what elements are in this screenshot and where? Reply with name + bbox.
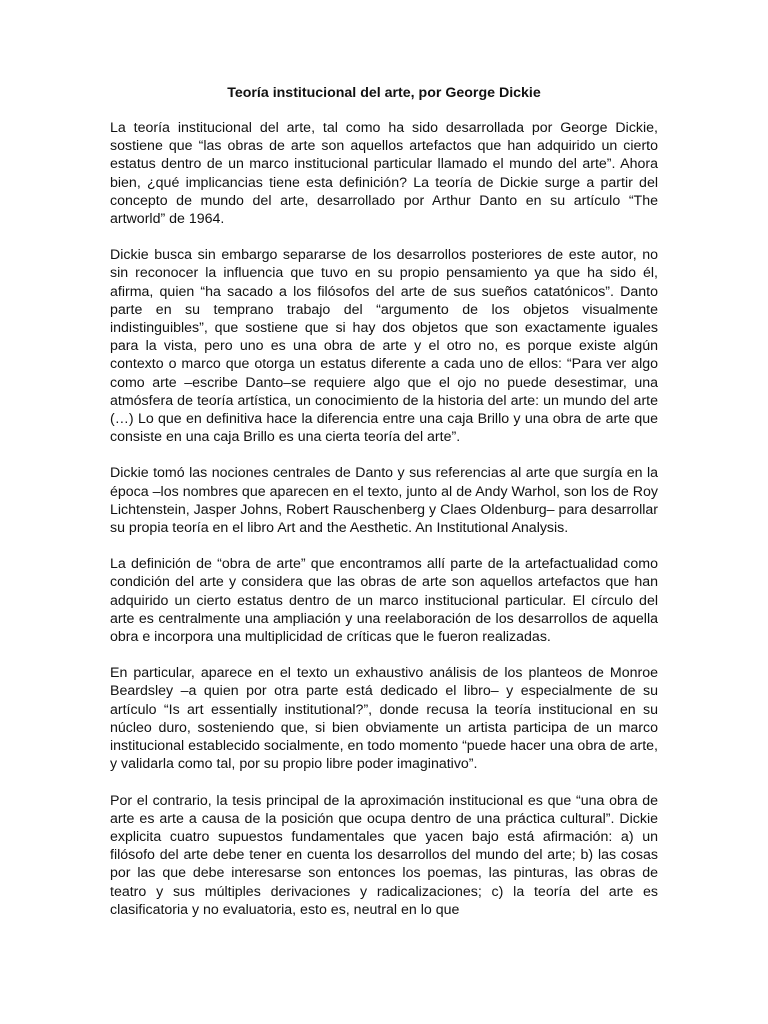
- document-body: [110, 119, 658, 937]
- paragraph: La teoría institucional del arte, tal como ha sido desarrollada por George Dickie, sostiene que “las obras de arte son aquellos artefactos que han adquirido un cierto estatus dentro de un marco institucional particular llamado el mundo del arte”. Ahora bien, ¿qué implicancias tiene esta definición? La teoría de Dickie surge a partir del concepto de mundo del arte, desarrollado por Arthur Danto en su artículo “The artworld” de 1964.: [110, 120, 658, 228]
- paragraph: En particular, aparece en el texto un exhaustivo análisis de los planteos de Monroe Beardsley –a quien por otra parte está dedicado el libro– y especialmente de su artículo “Is art essentially institutional?”, donde recusa la teoría institucional en su núcleo duro, sosteniendo que, si bien obviamente un artista participa de un marco institucional establecido socialmente, en todo momento “puede hacer una obra de arte, y validarla como tal, por su propio libre poder imaginativo”.: [110, 665, 658, 773]
- paragraph: Dickie busca sin embargo separarse de los desarrollos posteriores de este autor, no sin reconocer la influencia que tuvo en su propio pensamiento ya que ha sido él, afirma, quien “ha sacado a los filósofos del arte de sus sueños catatónicos”. Danto parte en su temprano trabajo del “argumento de los objetos visualmente indistinguibles”, que sostiene que si hay dos objetos que son exactamente iguales para la vista, pero uno es una obra de arte y el otro no, es porque existe algún contexto o marco que otorga un estatus diferente a cada uno de ellos: “Para ver algo como arte –escribe Danto–se requiere algo que el ojo no puede desestimar, una atmósfera de teoría artística, un conocimiento de la historia del arte: un mundo del arte (…) Lo que en definitiva hace la diferencia entre una caja Brillo y una obra de arte que consiste en una caja Brillo es una cierta teoría del arte”.: [110, 247, 658, 446]
- paragraph: Dickie tomó las nociones centrales de Danto y sus referencias al arte que surgía en la época –los nombres que aparecen en el texto, junto al de Andy Warhol, son los de Roy Lichtenstein, Jasper Johns, Robert Rauschenberg y Claes Oldenburg– para desarrollar su propia teoría en el libro Art and the Aesthetic. An Institutional Analysis.: [110, 465, 658, 537]
- paragraph: La definición de “obra de arte” que encontramos allí parte de la artefactualidad como condición del arte y considera que las obras de arte son aquellos artefactos que han adquirido un cierto estatus dentro de un marco institucional particular. El círculo del arte es centralmente una ampliación y una reelaboración de los desarrollos de aquella obra e incorpora una multiplicidad de críticas que le fueron realizadas.: [110, 556, 658, 646]
- paragraph: Por el contrario, la tesis principal de la aproximación institucional es que “una obra de arte es arte a causa de la posición que ocupa dentro de una práctica cultural”. Dickie explicita cuatro supuestos fundamentales que yacen bajo está afirmación: a) un filósofo del arte debe tener en cuenta los desarrollos del mundo del arte; b) las cosas por las que debe interesarse son entonces los poemas, las pinturas, las obras de teatro y sus múltiples derivaciones y radicalizaciones; c) la teoría del arte es clasificatoria y no evaluatoria, esto es, neutral en lo que: [110, 792, 658, 918]
- document-title: Teoría institucional del arte, por George Dickie: [227, 85, 541, 101]
